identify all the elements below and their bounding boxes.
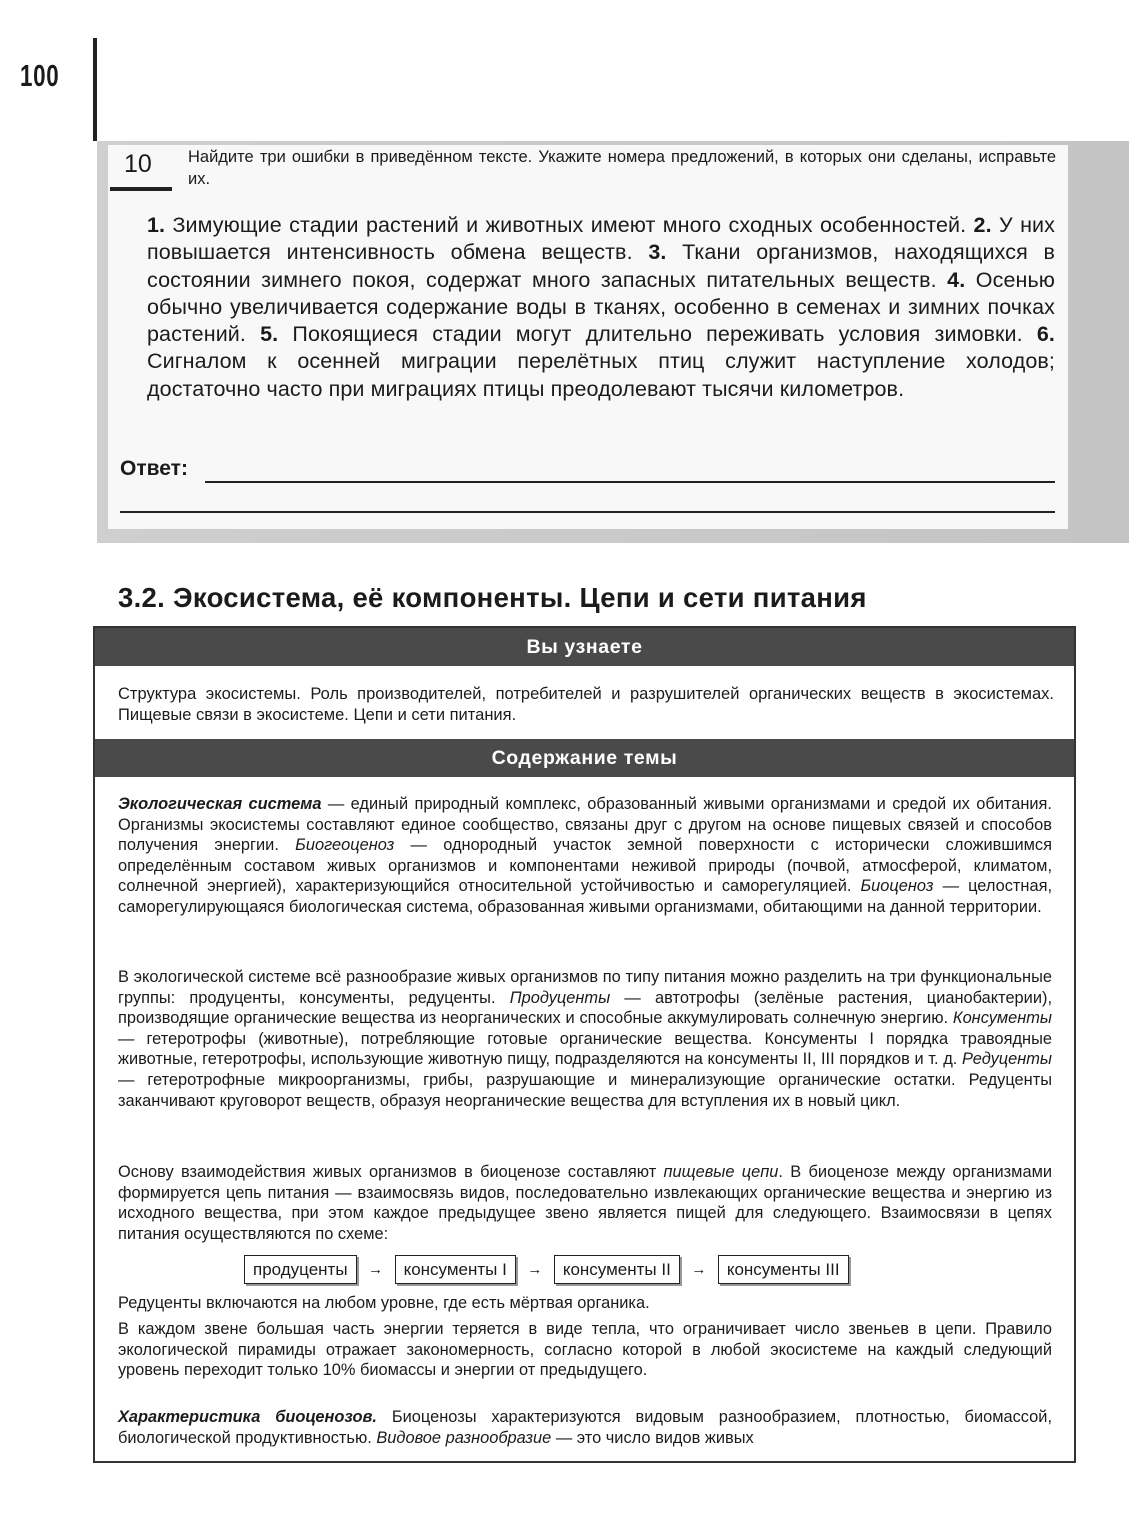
sentence-number: 1.	[147, 213, 166, 237]
paragraph-text: Биоценозы характеризуются видовым разнообразием, плотностью, биомассой, биологической продуктивностью.	[118, 1408, 1053, 1447]
chain-box-producers: продуценты	[244, 1255, 357, 1284]
sentence-number: 3.	[648, 240, 667, 265]
task-text	[147, 212, 1055, 403]
page-number: 100	[20, 58, 60, 93]
paragraph-text: — автотрофы (зелёные растения, цианобактерии), производящие органические вещества из неорганических и способные аккумулировать солнечную энергию.	[118, 988, 1052, 1028]
term: Биоценоз	[860, 877, 934, 896]
term: Экологическая система	[118, 795, 322, 813]
term: Продуценты	[509, 988, 611, 1007]
sentence-text: Ткани организмов, находящихся в состоянии зимнего покоя, содержат много запасных питательных веществ.	[147, 240, 1055, 292]
paragraph-decomposers: Редуценты включаются на любом уровне, где есть мёртвая органика.	[118, 1294, 650, 1312]
arrow-right-icon: →	[527, 1260, 543, 1278]
arrow-right-icon: →	[691, 1260, 707, 1278]
paragraph-ecosystem	[118, 794, 1052, 918]
answer-label: Ответ:	[120, 457, 188, 480]
task-number: 10	[124, 150, 152, 178]
sentence-text: Зимующие стадии растений и животных имеют много сходных особенностей.	[172, 213, 967, 237]
sentence-text: Покоящиеся стадии могут длительно переживать условия зимовки.	[292, 322, 1023, 347]
paragraph-biocenosis	[118, 1407, 1052, 1448]
paragraph-food-chains	[118, 1162, 1052, 1244]
answer-line[interactable]	[120, 511, 1055, 513]
paragraph-text: В экологической системе всё разнообразие живых организмов по типу питания можно разделить на три функциональные группы: продуценты, консументы, редуценты.	[118, 968, 1052, 1007]
paragraph-text: — единый природный комплекс, образованный живыми организмами и средой их обитания. Организмы экосистемы составляют единое сообщество, связаны друг с другом на основе пищевых связей и способов получения энергии.	[118, 795, 1052, 855]
content-header: Содержание темы	[95, 739, 1074, 777]
task-prompt: Найдите три ошибки в приведённом тексте. Укажите номера предложений, в которых они сделаны, исправьте их.	[188, 148, 1056, 188]
food-chain-diagram	[244, 1254, 849, 1284]
sentence-number: 5.	[260, 322, 279, 347]
chain-box-consumers-1: консументы I	[395, 1255, 516, 1284]
term: Видовое разнообразие	[376, 1428, 552, 1447]
paragraph-text: — это число видов живых	[551, 1428, 754, 1447]
sentence-text: У них повышается интенсивность обмена веществ.	[147, 213, 1055, 265]
paragraph-text: — однородный участок земной поверхности с исторически сложившимся определённым составом живых организмов и компонентами неживой природы (почвой, атмосферой, климатом, солнечной энергией), характеризующийся относительной устойчивостью и саморегуляцией.	[118, 836, 1052, 896]
term: Редуценты	[962, 1050, 1052, 1069]
paragraph-energy: В каждом звене большая часть энергии теряется в виде тепла, что ограничивает число звеньев в цепи. Правило экологической пирамиды отражает закономерность, согласно которой в любой экосистеме на каждый следующий уровень переходит только 10% биомассы и энергии от предыдущего.	[118, 1320, 1052, 1380]
sentence-text: Сигналом к осенней миграции перелётных птиц служит наступление холодов; достаточно часто при миграциях птицы преодолевают тысячи километров.	[147, 349, 1055, 401]
answer-line[interactable]	[205, 481, 1055, 483]
paragraph-text: — гетеротрофные микроорганизмы, грибы, разрушающие и минерализующие органические остатки. Редуценты заканчивают круговорот веществ, образуя неорганические вещества для вступления их в новый цикл.	[118, 1070, 1052, 1110]
term: Консументы	[952, 1009, 1052, 1028]
term: пищевые цепи	[663, 1163, 779, 1181]
paragraph-text: — целостная, саморегулирующаяся биологическая система, образованная живыми организмами, обитающими на данной территории.	[118, 877, 1053, 916]
learn-text: Структура экосистемы. Роль производителей, потребителей и разрушителей органических веществ в экосистемах. Пищевые связи в экосистеме. Цепи и сети питания.	[118, 685, 1054, 724]
chain-box-consumers-2: консументы II	[554, 1255, 680, 1284]
paragraph-text: — гетеротрофы (животные), потребляющие готовые органические вещества. Консументы I порядка травоядные животные, гетеротрофы, использующие животную пищу, подразделяются на консументы II, III порядков и т. д.	[118, 1029, 1052, 1069]
sentence-number: 4.	[947, 267, 966, 292]
sentence-text: Осенью обычно увеличивается содержание воды в тканях, особенно в семенах и зимних почках растений.	[147, 267, 1055, 347]
paragraph-text: . В биоценозе между организмами формируется цепь питания — взаимосвязь видов, последовательно извлекающих органические вещества и энергию из исходного вещества, при этом каждое предыдущее звено является пищей для следующего. Взаимосвязи в цепях питания осуществляются по схеме:	[118, 1163, 1052, 1243]
chain-box-consumers-3: консументы III	[718, 1255, 849, 1284]
task-number-underline	[110, 187, 172, 191]
sentence-number: 6.	[1036, 322, 1056, 347]
paragraph-functional-groups	[118, 967, 1052, 1111]
term: Биогеоценоз	[295, 836, 395, 855]
paragraph-text: Основу взаимодействия живых организмов в биоценозе составляют	[118, 1163, 664, 1181]
sentence-number: 2.	[973, 213, 992, 237]
arrow-right-icon: →	[368, 1260, 384, 1278]
term: Характеристика биоценозов.	[118, 1408, 377, 1426]
learn-header: Вы узнаете	[95, 628, 1074, 666]
margin-rule	[93, 38, 97, 141]
section-title: 3.2. Экосистема, её компоненты. Цепи и сети питания	[118, 582, 867, 613]
